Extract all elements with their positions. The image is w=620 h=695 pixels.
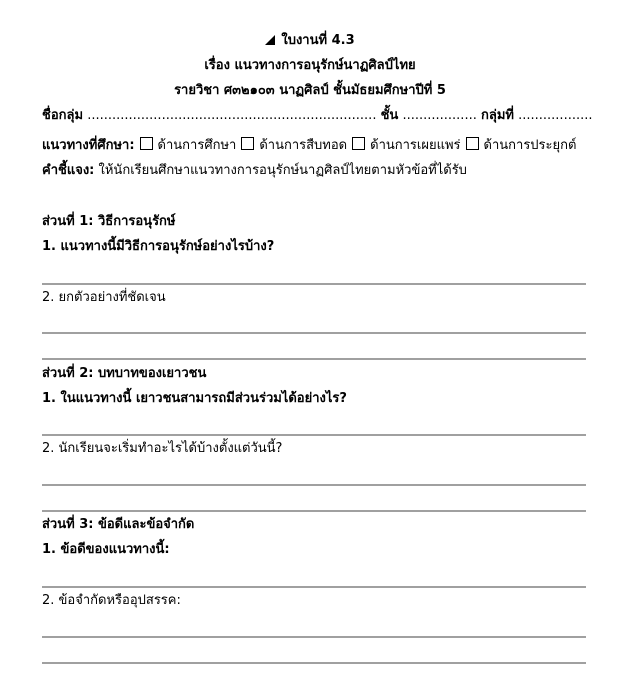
answer-line[interactable] xyxy=(42,636,586,638)
section-2-question-1: 1. ในแนวทางนี้ เยาวชนสามารถมีส่วนร่วมได้อย่างไร? xyxy=(42,391,347,406)
section-3-question-2: 2. ข้อจำกัดหรืออุปสรรค: xyxy=(42,593,181,608)
answer-line[interactable] xyxy=(42,586,586,588)
worksheet-label-row xyxy=(0,32,620,50)
checkbox-inheritance[interactable] xyxy=(241,137,254,150)
answer-line[interactable] xyxy=(42,484,586,486)
class-label: ชั้น xyxy=(380,108,399,123)
checkbox-dissemination[interactable] xyxy=(352,137,365,150)
answer-line[interactable] xyxy=(42,283,586,285)
checkbox-education[interactable] xyxy=(140,137,153,150)
instruction-label: คำชี้แจง: xyxy=(42,163,95,178)
answer-line[interactable] xyxy=(42,332,586,334)
section-1-question-1: 1. แนวทางนี้มีวิธีการอนุรักษ์อย่างไรบ้าง? xyxy=(42,239,275,254)
section-3-title: ส่วนที่ 3: ข้อดีและข้อจำกัด xyxy=(42,517,195,532)
checkbox-application[interactable] xyxy=(466,137,479,150)
section-2-title: ส่วนที่ 2: บทบาทของเยาวชน xyxy=(42,366,207,381)
group-name-field[interactable]: ...................................................................... xyxy=(87,108,377,123)
worksheet-topic: เรื่อง แนวทางการอนุรักษ์นาฏศิลป์ไทย xyxy=(204,58,416,73)
class-field[interactable]: .................. xyxy=(402,108,477,123)
worksheet-label: ใบงานที่ 4.3 xyxy=(281,33,355,48)
answer-line[interactable] xyxy=(42,358,586,360)
approach-row xyxy=(42,137,576,155)
group-number-label: กลุ่มที่ xyxy=(480,108,514,123)
answer-line[interactable] xyxy=(42,510,586,512)
section-3-question-1: 1. ข้อดีของแนวทางนี้: xyxy=(42,542,170,557)
group-number-field[interactable]: .................. xyxy=(518,108,593,123)
approach-option-dissemination: ด้านการเผยแพร่ xyxy=(370,138,461,153)
approach-label: แนวทางที่ศึกษา: xyxy=(42,138,135,153)
instruction-text: ให้นักเรียนศึกษาแนวทางการอนุรักษ์นาฏศิลป์ไทยตามหัวข้อที่ได้รับ xyxy=(98,163,467,178)
triangle-marker-icon xyxy=(265,35,275,45)
answer-line[interactable] xyxy=(42,662,586,664)
group-info-row xyxy=(42,107,593,125)
instruction-row xyxy=(42,162,467,180)
answer-line[interactable] xyxy=(42,434,586,436)
section-2-question-2: 2. นักเรียนจะเริ่มทำอะไรได้บ้างตั้งแต่วันนี้? xyxy=(42,441,283,456)
section-1-question-2: 2. ยกตัวอย่างที่ชัดเจน xyxy=(42,290,166,305)
approach-option-inheritance: ด้านการสืบทอด xyxy=(259,138,348,153)
section-1-title: ส่วนที่ 1: วิธีการอนุรักษ์ xyxy=(42,214,176,229)
approach-option-application: ด้านการประยุกต์ xyxy=(483,138,577,153)
worksheet-subject: รายวิชา ศ๓๒๑๐๓ นาฏศิลป์ ชั้นมัธยมศึกษาปีที่ 5 xyxy=(174,83,446,98)
group-name-label: ชื่อกลุ่ม xyxy=(42,108,84,123)
approach-option-education: ด้านการศึกษา xyxy=(157,138,237,153)
